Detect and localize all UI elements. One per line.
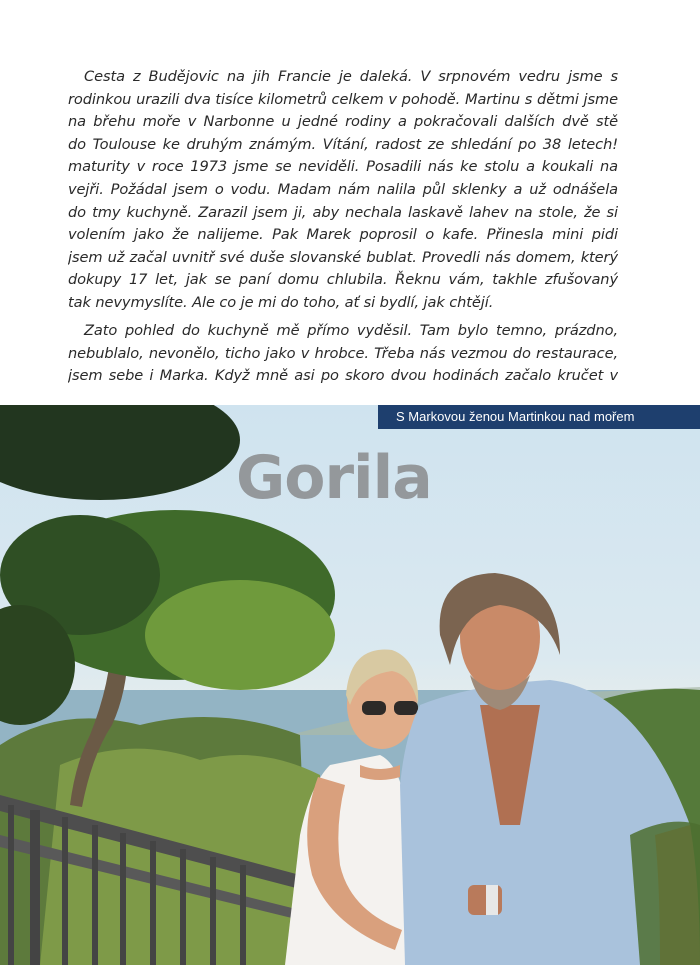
- paragraph-1: [68, 66, 618, 315]
- text-line: maturity v roce 1973 jsme se neviděli. Posadili nás ke stolu a koukali na: [68, 158, 618, 176]
- text-line: dokupy 17 let, jak se paní domu chlubila. Řeknu vám, takhle zfušovaný: [68, 271, 618, 289]
- tree-crown-top: [0, 405, 240, 500]
- photo-caption: S Markovou ženou Martinkou nad mořem: [378, 405, 700, 429]
- text-line: jsem už začal uvnitř své duše slovanské bublat. Provedli nás domem, který: [68, 248, 618, 266]
- text-line: do tmy kuchyně. Zarazil jsem ji, aby nechala laskavě lahev na stole, že si: [68, 203, 618, 221]
- text-line: na břehu moře v Narbonne u jedné rodiny a pokračovali dalších dvě stě: [68, 113, 618, 131]
- text-line: Zato pohled do kuchyně mě přímo vyděsil. Tam bylo temno, prázdno,: [84, 322, 618, 339]
- text-line: vejři. Požádal jsem o vodu. Madam nám nalila půl sklenky a už odnášela: [68, 180, 618, 198]
- text-line: Cesta z Budějovic na jih Francie je daleká. V srpnovém vedru jsme s: [84, 68, 618, 85]
- text-line: tak nevymyslíte. Ale co je mi do toho, ať si bydlí, jak chtějí.: [68, 293, 494, 311]
- photo: [0, 405, 700, 965]
- paragraph-2: [68, 320, 618, 388]
- text-line: do Toulouse ke druhým známým. Vítání, radost ze shledání po 38 letech!: [68, 135, 618, 153]
- text-line: jsem sebe i Marka. Když mně asi po skoro dvou hodinách začalo kručet v: [68, 367, 618, 385]
- tree-crown-light: [145, 580, 335, 690]
- text-line: rodinkou urazili dva tisíce kilometrů celkem v pohodě. Martinu s dětmi jsme: [68, 90, 618, 108]
- foliage-right: [630, 822, 700, 965]
- watermark-logo: Gorila: [236, 443, 432, 513]
- text-line: volením jako že nalijeme. Pak Marek poprosil o kafe. Přinesla mini pidi: [68, 226, 618, 244]
- text-line: nebublalo, nevonělo, ticho jako v hrobce. Třeba nás vezmou do restaurace,: [68, 344, 618, 362]
